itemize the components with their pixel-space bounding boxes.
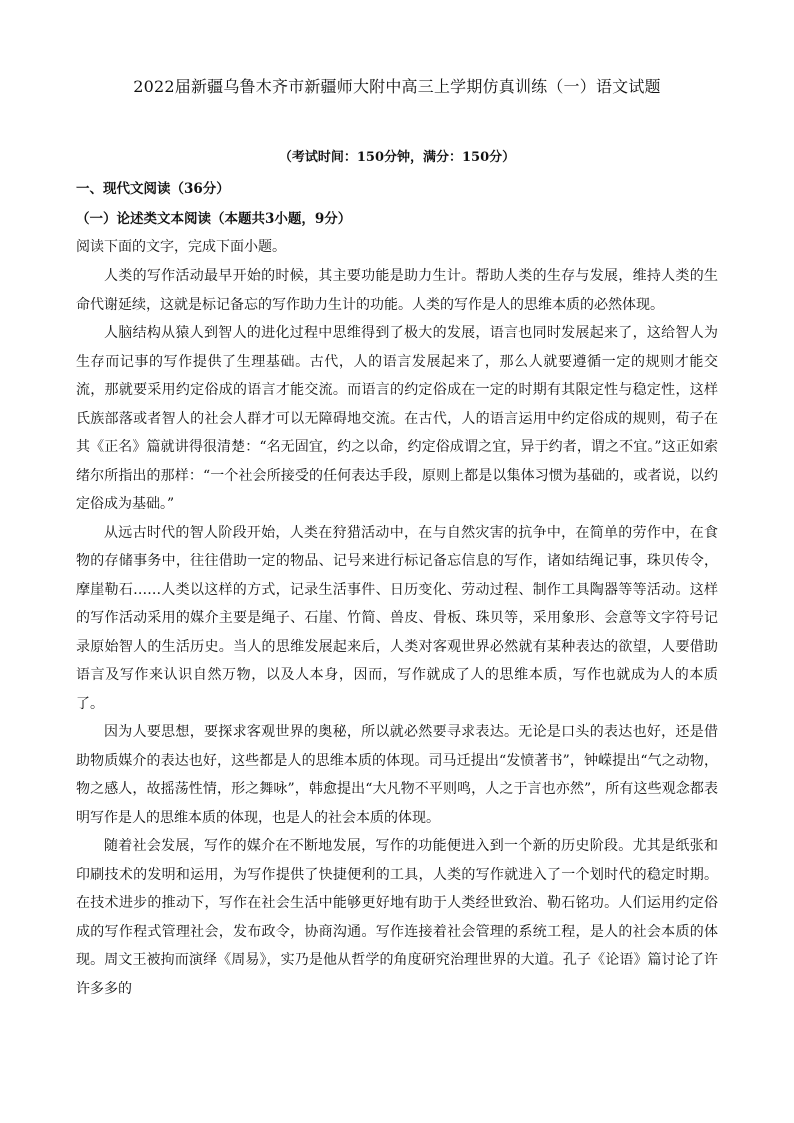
passage-paragraph: 人类的写作活动最早开始的时候，其主要功能是助力生计。帮助人类的生存与发展，维持人类的生命代谢延续，这就是标记备忘的写作助力生计的功能。人类的写作是人的思维本质的必然体现。 bbox=[76, 268, 718, 313]
passage-paragraph: 从远古时代的智人阶段开始，人类在狩猎活动中，在与自然灾害的抗争中，在简单的劳作中，在食物的存储事务中，往往借助一定的物品、记号来进行标记备忘信息的写作，诸如结绳记事，珠贝传令，摩崖勒石……人类以这样的方式，记录生活事件、日历变化、劳动过程、制作工具陶器等等活动。这样的写作活动采用的媒介主要是绳子、石崖、竹简、兽皮、骨板、珠贝等，采用象形、会意等文字符号记录原始智人的生活历史。当人的思维发展起来后，人类对客观世界必然就有某种表达的欲望，人要借助语言及写作来认识自然万物，以及人本身，因而，写作就成了人的思维本质，写作也就成为人的本质了。 bbox=[76, 524, 718, 712]
reading-passage bbox=[76, 262, 718, 1003]
passage-paragraph: 随着社会发展，写作的媒介在不断地发展，写作的功能便进入到一个新的历史阶段。尤其是纸张和印刷技术的发明和运用，为写作提供了快捷便利的工具，人类的写作就进入了一个划时代的稳定时期。在技术进步的推动下，写作在社会生活中能够更好地有助于人类经世致治、勒石铭功。人们运用约定俗成的写作程式管理社会，发布政令，协商沟通。写作连接着社会管理的系统工程，是人的社会本质的体现。周文王被拘而演绎《周易》，实乃是他从哲学的角度研究治理世界的大道。孔子《论语》篇讨论了许许多多的 bbox=[76, 838, 718, 997]
section-heading-modern-reading: 一、现代文阅读（36分） bbox=[76, 181, 230, 197]
reading-instruction: 阅读下面的文字，完成下面小题。 bbox=[76, 239, 286, 255]
passage-paragraph: 因为人要思想，要探求客观世界的奥秘，所以就必然要寻求表达。无论是口头的表达也好，还是借助物质媒介的表达也好，这些都是人的思维本质的体现。司马迁提出“发愤著书”，钟嵘提出“气之动物，物之感人，故摇荡性情，形之舞咏”，韩愈提出“大凡物不平则鸣，人之于言也亦然”，所有这些观念都表明写作是人的思维本质的体现，也是人的社会本质的体现。 bbox=[76, 724, 718, 826]
exam-time-and-score: （考试时间：150分钟，满分：150分） bbox=[278, 150, 516, 165]
exam-title: 2022届新疆乌鲁木齐市新疆师大附中高三上学期仿真训练（一）语文试题 bbox=[133, 77, 661, 96]
passage-paragraph: 人脑结构从猿人到智人的进化过程中思维得到了极大的发展，语言也同时发展起来了，这给智人为生存而记事的写作提供了生理基础。古代，人的语言发展起来了，那么人就要遵循一定的规则才能交流，那就要采用约定俗成的语言才能交流。而语言的约定俗成在一定的时期有其限定性与稳定性，这样氏族部落或者智人的社会人群才可以无障碍地交流。在古代，人的语言运用中约定俗成的规则，荀子在其《正名》篇就讲得很清楚：“名无固宜，约之以命，约定俗成谓之宜，异于约者，谓之不宜。”这正如索绪尔所指出的那样：“一个社会所接受的任何表达手段，原则上都是以集体习惯为基础的，或者说，以约定俗成为基础。” bbox=[76, 325, 718, 512]
subsection-heading-argumentative-text: （一）论述类文本阅读（本题共3小题，9分） bbox=[76, 211, 352, 227]
